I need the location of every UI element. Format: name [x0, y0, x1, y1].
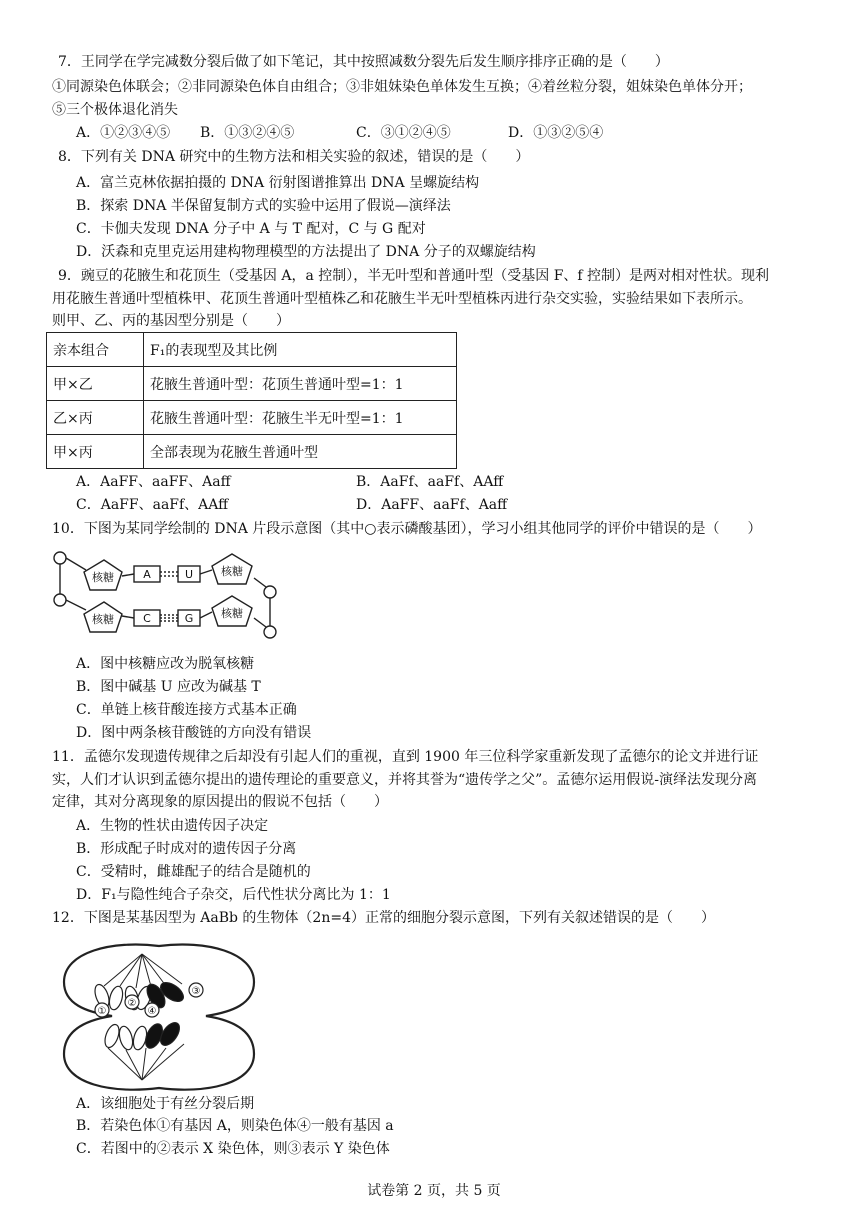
chromosome-label-4: ④ [147, 1006, 157, 1017]
q7-option-d: D．①③②⑤④ [508, 125, 604, 141]
q10-option-b: B．图中碱基 U 应改为碱基 T [76, 679, 261, 695]
q7-items-line1: ①同源染色体联会；②非同源染色体自由组合；③非姐妹染色单体发生互换；④着丝粒分裂，姐妹染色单体分开； [52, 79, 752, 95]
q11-option-d: D．F₁与隐性纯合子杂交，后代性状分离比为 1：1 [76, 887, 391, 903]
q11-stem-line2: 实，人们才认识到孟德尔提出的遗传理论的重要意义，并将其誉为“遗传学之父”。孟德尔运用假说-演绎法发现分离 [52, 772, 758, 788]
table-header-row [47, 333, 457, 367]
sugar-label: 核糖 [92, 571, 114, 584]
q7-items-line2: ⑤三个极体退化消失 [52, 102, 178, 118]
phosphate-circle [54, 552, 66, 564]
sugar-label: 核糖 [92, 613, 114, 626]
cell-division-diagram [56, 938, 262, 1096]
sugar-label: 核糖 [221, 607, 243, 620]
q11-stem-line3: 定律，其对分离现象的原因提出的假说不包括（ ） [52, 794, 388, 810]
table-row [47, 435, 457, 469]
phosphate-circle [264, 626, 276, 638]
phosphate-circle [264, 586, 276, 598]
q7-options [76, 123, 603, 143]
q9-option-b: B．AaFf、aaFf、AAff [356, 474, 504, 490]
sugar-label: 核糖 [221, 565, 243, 578]
table-header-cell: 亲本组合 [47, 333, 144, 367]
q8-option-c: C．卡伽夫发现 DNA 分子中 A 与 T 配对，C 与 G 配对 [76, 221, 426, 237]
q7-option-c: C．③①②④⑤ [356, 125, 451, 141]
table-cell: 乙×丙 [47, 401, 144, 435]
dna-fragment-diagram [48, 548, 284, 644]
q9-option-a: A．AaFF、aaFF、Aaff [76, 474, 231, 490]
q9-option-d: D．AaFF、aaFf、Aaff [356, 497, 508, 513]
base-label-g: G [184, 612, 194, 625]
q8-stem: 8．下列有关 DNA 研究中的生物方法和相关实验的叙述，错误的是（ ） [58, 149, 530, 165]
base-label-u: U [184, 568, 194, 581]
q8-option-b: B．探索 DNA 半保留复制方式的实验中运用了假说—演绎法 [76, 198, 451, 214]
table-cell: 甲×乙 [47, 367, 144, 401]
q10-stem: 10．下图为某同学绘制的 DNA 片段示意图（其中○表示磷酸基团），学习小组其他同学的评价中错误的是（ ） [52, 521, 762, 537]
q10-option-a: A．图中核糖应改为脱氧核糖 [76, 656, 255, 672]
q12-option-c: C．若图中的②表示 X 染色体，则③表示 Y 染色体 [76, 1141, 390, 1157]
table-cell: 花腋生普通叶型：花顶生普通叶型=1：1 [144, 367, 457, 401]
table-cell: 甲×丙 [47, 435, 144, 469]
phosphate-circle [54, 594, 66, 606]
q10-option-c: C．单链上核苷酸连接方式基本正确 [76, 702, 297, 718]
q12-option-a: A．该细胞处于有丝分裂后期 [76, 1096, 255, 1112]
q7-stem: 7．王同学在学完减数分裂后做了如下笔记，其中按照减数分裂先后发生顺序排序正确的是（ ） [58, 54, 669, 70]
q7-option-a: A．①②③④⑤ [76, 125, 171, 141]
chromosome-label-1: ① [97, 1006, 107, 1017]
q12-option-b: B．若染色体①有基因 A，则染色体④一般有基因 a [76, 1118, 394, 1134]
q8-option-a: A．富兰克林依据拍摄的 DNA 衍射图谱推算出 DNA 呈螺旋结构 [76, 175, 480, 191]
table-cell: 全部表现为花腋生普通叶型 [144, 435, 457, 469]
table-header-cell: F₁的表现型及其比例 [144, 333, 457, 367]
page-footer: 试卷第 2 页，共 5 页 [367, 1183, 501, 1199]
q12-stem: 12．下图是某基因型为 AaBb 的生物体（2n=4）正常的细胞分裂示意图，下列有关叙述错误的是（ ） [52, 910, 715, 926]
q7-option-b: B．①③②④⑤ [200, 125, 295, 141]
chromosome-label-3: ③ [191, 986, 201, 997]
q11-option-c: C．受精时，雌雄配子的结合是随机的 [76, 864, 311, 880]
base-label-a: A [143, 568, 151, 581]
q8-option-d: D．沃森和克里克运用建构物理模型的方法提出了 DNA 分子的双螺旋结构 [76, 244, 536, 260]
q11-stem-line1: 11．孟德尔发现遗传规律之后却没有引起人们的重视，直到 1900 年三位科学家重新发现了孟德尔的论文并进行证 [52, 749, 759, 765]
base-label-c: C [143, 612, 151, 625]
q9-stem-line2: 用花腋生普通叶型植株甲、花顶生普通叶型植株乙和花腋生半无叶型植株丙进行杂交实验，实验结果如下表所示。 [52, 291, 752, 307]
chromosome-label-2: ② [127, 998, 137, 1009]
table-row [47, 401, 457, 435]
q11-option-a: A．生物的性状由遗传因子决定 [76, 818, 269, 834]
table-row [47, 367, 457, 401]
q10-option-d: D．图中两条核苷酸链的方向没有错误 [76, 725, 312, 741]
q9-stem-line3: 则甲、乙、丙的基因型分别是（ ） [52, 313, 290, 329]
table-cell: 花腋生普通叶型：花腋生半无叶型=1：1 [144, 401, 457, 435]
q9-table [46, 332, 457, 469]
q11-option-b: B．形成配子时成对的遗传因子分离 [76, 841, 297, 857]
q9-option-c: C．AaFF、aaFf、AAff [76, 497, 229, 513]
q9-stem-line1: 9．豌豆的花腋生和花顶生（受基因 A，a 控制），半无叶型和普通叶型（受基因 F、f 控制）是两对相对性状。现利 [58, 268, 770, 284]
